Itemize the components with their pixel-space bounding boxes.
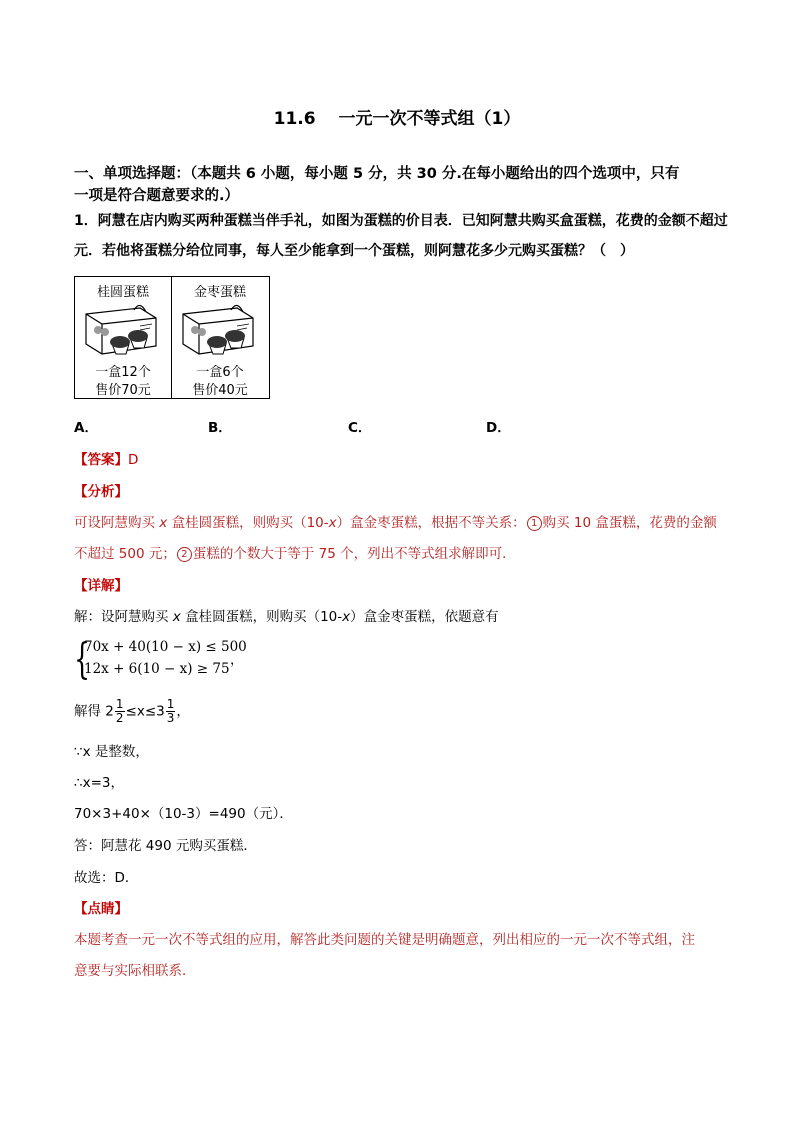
question-text-line2: 元．若他将蛋糕分给位同事，每人至少能拿到一个蛋糕，则阿慧花多少元购买蛋糕？（ ） [74,243,634,259]
cake-qty-left: 一盒12个 [95,365,151,380]
inequality-2: 12x + 6(10 − x) ≥ 75 [84,661,230,677]
brace-symbol: { [74,634,91,683]
fraction-half: $\frac{1}{2}$ [115,697,124,725]
choice-line: 故选：D． [74,870,139,886]
section-heading-line1: 一、单项选择题：（本题共 6 小题，每小题 5 分，共 30 分.在每小题给出的四个选项中，只有 [74,166,680,182]
cake-name-right: 金枣蛋糕 [193,285,246,300]
option-b: B． [208,420,232,436]
calculation-line: 70×3+40×（10-3）=490（元）． [74,806,293,822]
cake-price-right: 售价40元 [192,383,248,398]
reply-line: 答：阿慧花 490 元购买蛋糕． [74,838,257,854]
cake-qty-right: 一盒6个 [196,365,244,380]
answer-tag: 【答案】 [74,452,128,468]
cake-name-left: 桂圆蛋糕 [96,285,149,300]
section-heading-line2: 一项是符合题意要求的.） [74,188,240,204]
solution-range: 解得 2 $\frac{1}{2}$ ≤x≤3 $\frac{1}{3}$ ， [74,697,190,725]
detail-line1: 解：设阿慧购买 x 盒桂圆蛋糕，则购买（10-x）盒金枣蛋糕，依题意有 [74,609,499,625]
therefore-line: ∴x=3， [74,775,124,791]
since-line: ∵x 是整数， [74,744,149,760]
option-d: D． [486,420,511,436]
inequality-1: 70x + 40(10 − x) ≤ 500 [84,639,247,655]
page-title: 11.6 一元一次不等式组（1） [273,109,521,129]
answer-line [74,448,138,468]
fraction-third: $\frac{1}{3}$ [166,697,175,725]
comment-tag: 【点睛】 [74,901,128,917]
option-c: C． [348,420,372,436]
analysis-line2: 不超过 500 元； 2 蛋糕的个数大于等于 75 个，列出不等式组求解即可． [74,546,516,562]
cake-box-icon [179,300,261,358]
comment-line2: 意要与实际相联系． [74,963,196,979]
inequality-system: { 70x + 40(10 − x) ≤ 500 12x + 6(10 − x) ≥ 75 ， [74,634,247,683]
circled-number-2: 2 [177,547,192,562]
price-cell-left [75,277,171,398]
circled-number-1: 1 [527,516,542,531]
comment-line1: 本题考查一元一次不等式组的应用，解答此类问题的关键是明确题意，列出相应的一元一次不等式组，注 [74,932,695,948]
detail-tag: 【详解】 [74,578,128,594]
analysis-line1: 可设阿慧购买 x 盒桂圆蛋糕，则购买（10-x）盒金枣蛋糕，根据不等关系： 1 购买 10 盒蛋糕，花费的金额 [74,515,717,531]
price-cell-right [172,277,268,398]
cake-price-left: 售价70元 [95,383,151,398]
option-a: A． [74,420,98,436]
analysis-tag: 【分析】 [74,484,128,500]
answer-value: D [128,452,139,468]
question-text-line1: 1．阿慧在店内购买两种蛋糕当伴手礼，如图为蛋糕的价目表．已知阿慧共购买盒蛋糕，花费的金额不超过 [74,213,728,229]
price-table-figure [74,276,270,399]
cake-box-icon [82,300,164,358]
